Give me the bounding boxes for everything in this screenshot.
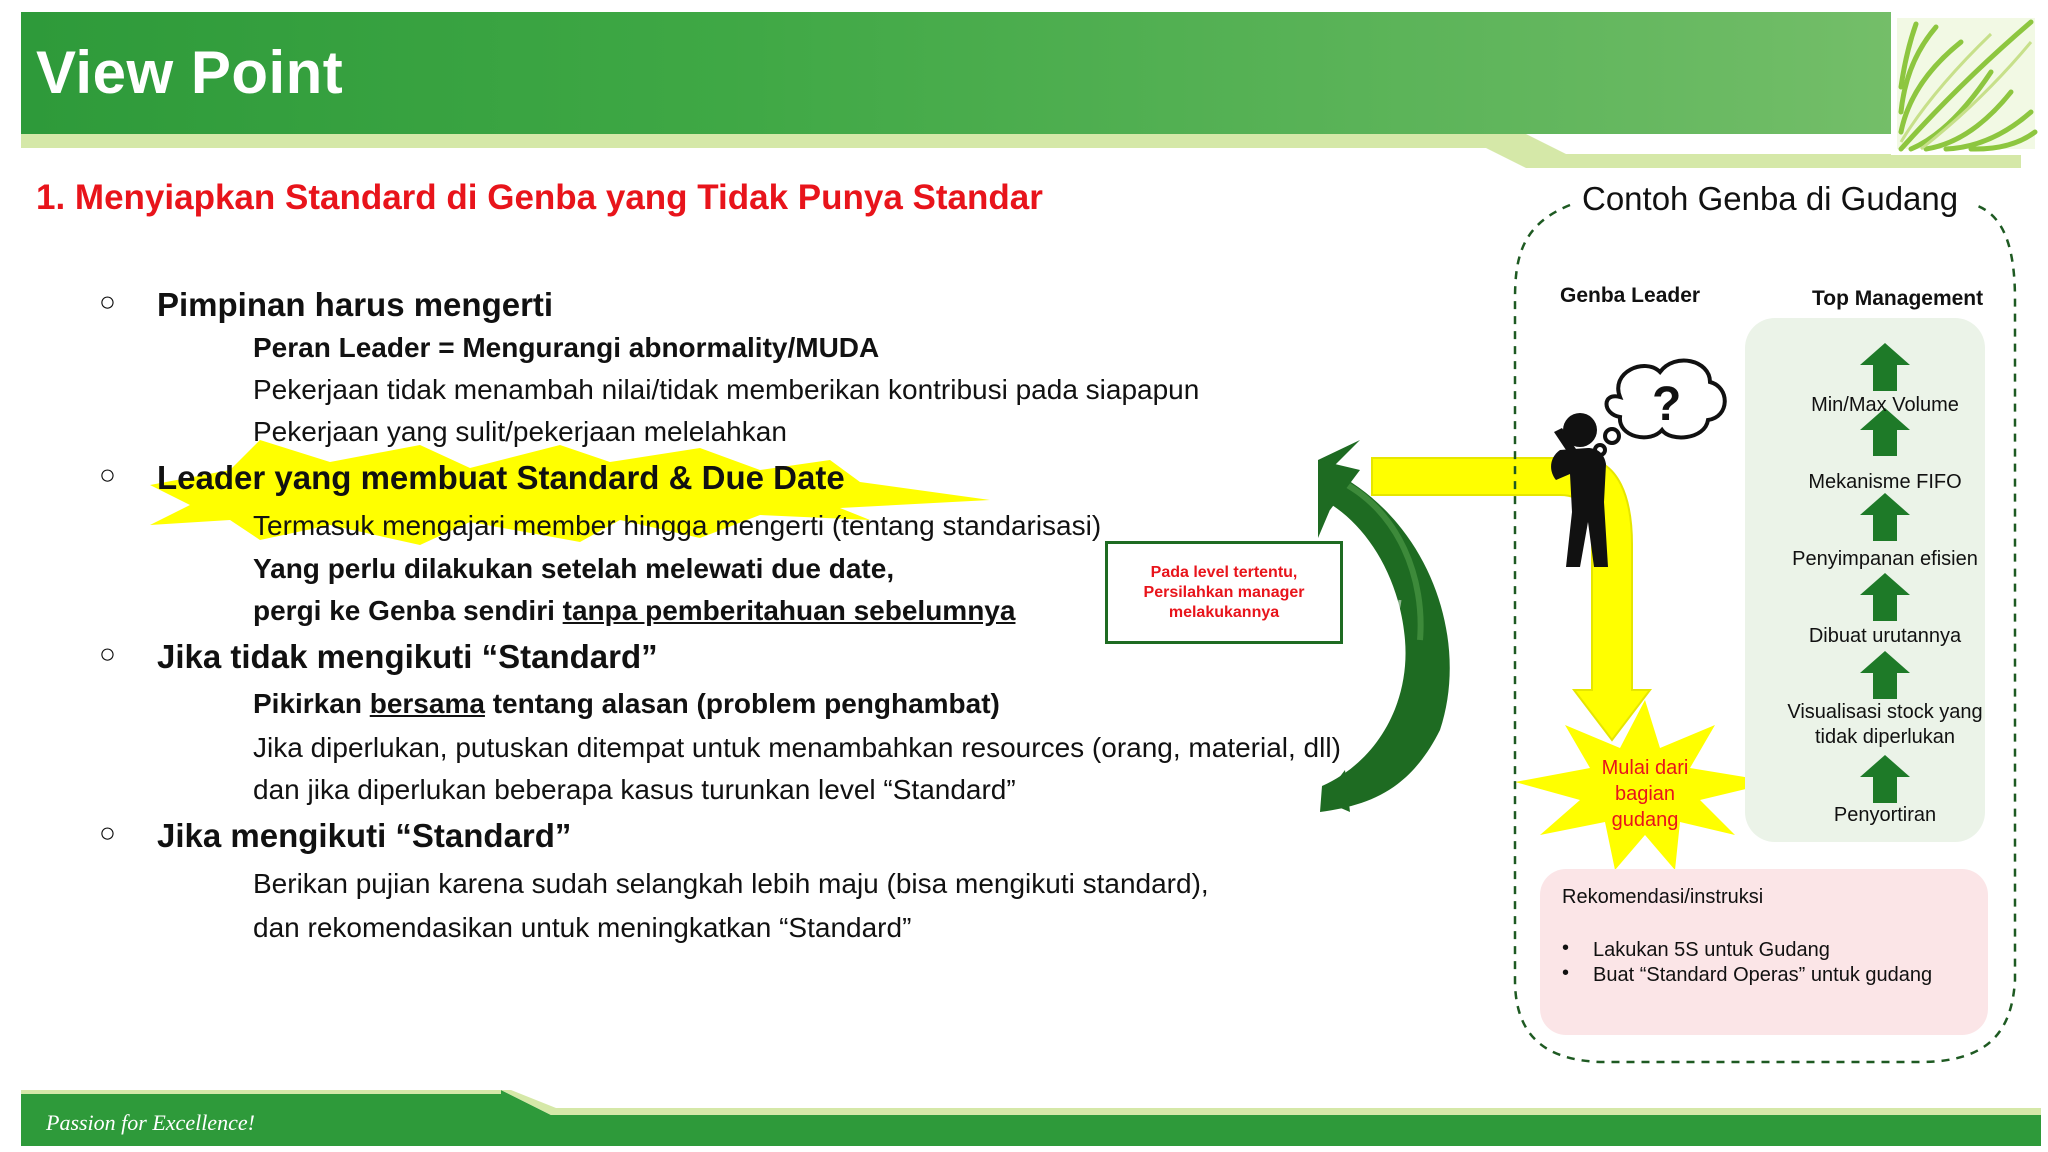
rec-bullet: • bbox=[1562, 937, 1570, 959]
bullet-line: Yang perlu dilakukan setelah melewati due date, bbox=[253, 553, 895, 584]
bullet-line-pikirkan: Pikirkan bersama tentang alasan (problem penghambat) bbox=[253, 688, 1000, 719]
underlined-phrase: bersama bbox=[369, 688, 485, 719]
step-penyortiran: Penyortiran bbox=[1833, 804, 1937, 826]
step-fifo: Mekanisme FIFO bbox=[1808, 471, 1962, 493]
bullet-line: dan jika diperlukan beberapa kasus turunkan level “Standard” bbox=[253, 774, 1016, 805]
bullet-line: Termasuk mengajari member hingga mengerti (tentang standarisasi) bbox=[253, 510, 1102, 541]
bullet-heading-tidak-mengikuti: Jika tidak mengikuti “Standard” bbox=[157, 638, 658, 675]
bullet-marker: ○ bbox=[99, 286, 116, 317]
thinking-person-icon bbox=[1540, 352, 1730, 572]
bullet-line: dan rekomendasikan untuk meningkatkan “Standard” bbox=[253, 912, 912, 943]
bullet-line-genba: pergi ke Genba sendiri tanpa pemberitahuan sebelumnya bbox=[253, 595, 1016, 626]
bullet-line: Jika diperlukan, putuskan ditempat untuk menambahkan resources (orang, material, dll) bbox=[253, 732, 1341, 763]
rec-item-standard-operas: Buat “Standard Operas” untuk gudang bbox=[1593, 964, 1933, 986]
bullet-marker: ○ bbox=[99, 817, 116, 848]
bullet-marker: ○ bbox=[99, 638, 116, 669]
bullet-line: Peran Leader = Mengurangi abnormality/MUDA bbox=[253, 332, 880, 363]
bullet-heading-mengikuti: Jika mengikuti “Standard” bbox=[157, 817, 572, 854]
callout-box bbox=[1105, 541, 1343, 644]
footer-slogan: Passion for Excellence! bbox=[46, 1110, 255, 1135]
footer-bar bbox=[21, 1090, 2041, 1146]
bullet-marker: ○ bbox=[99, 459, 116, 490]
rec-item-5s: Lakukan 5S untuk Gudang bbox=[1593, 939, 1830, 961]
panel-title: Contoh Genba di Gudang bbox=[1582, 180, 1959, 217]
bullet-line: Pekerjaan yang sulit/pekerjaan melelahkan bbox=[253, 416, 787, 447]
svg-text:?: ? bbox=[1652, 378, 1682, 431]
rec-bullet: • bbox=[1562, 962, 1570, 984]
step-visualisasi: Visualisasi stock yang tidak diperlukan bbox=[1787, 701, 1983, 748]
section-title: 1. Menyiapkan Standard di Genba yang Tidak Punya Standar bbox=[36, 178, 1043, 217]
page-title: View Point bbox=[36, 39, 344, 106]
underlined-phrase: tanpa pemberitahuan sebelumnya bbox=[562, 595, 1016, 626]
callout-text: Pada level tertentu, Persilahkan manager melakukannya bbox=[1143, 563, 1305, 621]
bullet-line: Berikan pujian karena sudah selangkah lebih maju (bisa mengikuti standard), bbox=[253, 868, 1209, 899]
step-penyimpanan: Penyimpanan efisien bbox=[1792, 548, 1978, 570]
start-burst-text: Mulai dari bagian gudang bbox=[1601, 757, 1689, 831]
step-urutan: Dibuat urutannya bbox=[1808, 625, 1962, 647]
genba-leader-heading: Genba Leader bbox=[1560, 284, 1701, 307]
bullet-heading-leader: Leader yang membuat Standard & Due Date bbox=[157, 459, 845, 496]
bullet-heading-pimpinan: Pimpinan harus mengerti bbox=[157, 286, 554, 323]
recommendation-title: Rekomendasi/instruksi bbox=[1562, 886, 1764, 908]
step-min-max-volume: Min/Max Volume bbox=[1811, 394, 1959, 416]
bullet-line: Pekerjaan tidak menambah nilai/tidak memberikan kontribusi pada siapapun bbox=[253, 374, 1200, 405]
top-management-heading: Top Management bbox=[1812, 287, 1984, 310]
